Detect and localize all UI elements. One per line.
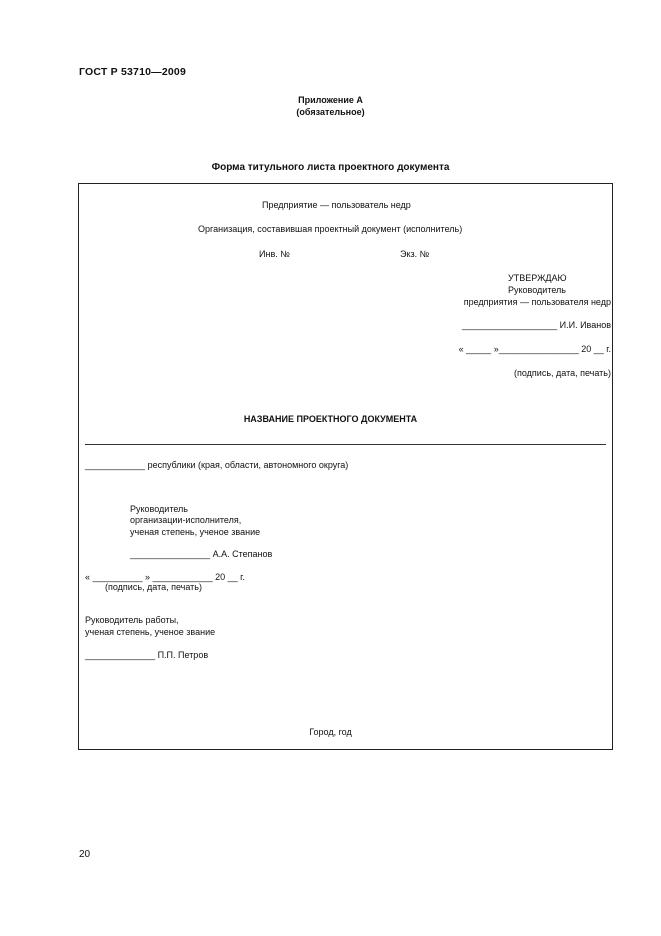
copy-number-label: Экз. № — [400, 249, 430, 259]
document-name-underline — [85, 444, 606, 445]
work-lead-line2: ученая степень, ученое звание — [85, 627, 216, 637]
city-year: Город, год — [309, 727, 352, 737]
executor-note: (подпись, дата, печать) — [105, 582, 202, 592]
enterprise-label: Предприятие — пользователь недр — [262, 200, 411, 210]
document-name: НАЗВАНИЕ ПРОЕКТНОГО ДОКУМЕНТА — [243, 414, 418, 424]
appendix-title: Приложение А — [298, 95, 363, 105]
page-number: 20 — [79, 849, 91, 860]
work-lead-signature-line: ______________ П.П. Петров — [85, 650, 209, 660]
executor-line1: Руководитель — [130, 504, 188, 514]
approve-role-line1: Руководитель — [508, 285, 566, 295]
inventory-number-label: Инв. № — [259, 249, 290, 259]
organization-label: Организация, составившая проектный документ (исполнитель) — [198, 224, 463, 234]
executor-line3: ученая степень, ученое звание — [130, 527, 261, 537]
approve-signature-line: ___________________ И.И. Иванов — [462, 320, 611, 330]
approve-note: (подпись, дата, печать) — [514, 368, 611, 378]
executor-line2: организации-исполнителя, — [130, 515, 242, 525]
appendix-status: (обязательное) — [296, 107, 365, 117]
standard-header: ГОСТ Р 53710—2009 — [79, 66, 187, 78]
republic-line: ____________ республики (края, области, автономного округа) — [85, 460, 349, 470]
approve-title: УТВЕРЖДАЮ — [508, 273, 567, 283]
executor-date-line: « __________ » ____________ 20 __ г. — [85, 572, 245, 582]
work-lead-line1: Руководитель работы, — [85, 615, 179, 625]
executor-signature-line: ________________ А.А. Степанов — [130, 549, 273, 559]
approve-date-line: « _____ »________________ 20 __ г. — [458, 344, 611, 354]
approve-role-line2: предприятия — пользователя недр — [463, 297, 611, 307]
form-title: Форма титульного листа проектного документа — [211, 162, 450, 173]
